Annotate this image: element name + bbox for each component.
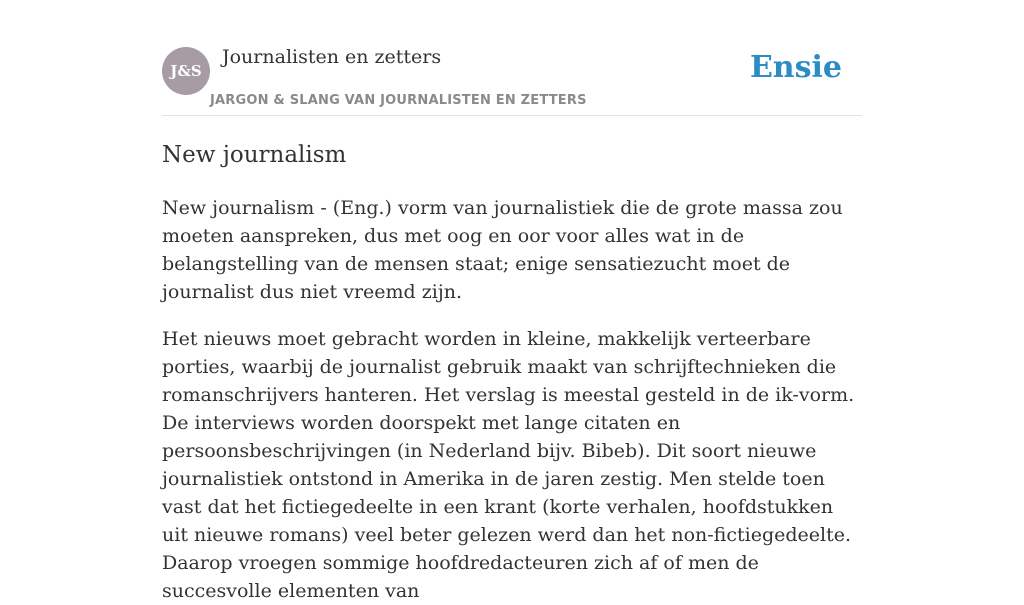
dictionary-title-link[interactable]: Journalisten en zetters: [222, 46, 442, 68]
dictionary-subtitle: JARGON & SLANG VAN JOURNALISTEN EN ZETTERS: [210, 93, 587, 108]
entry-title: New journalism: [162, 142, 347, 168]
ensie-logo[interactable]: Ensie: [749, 50, 842, 85]
dictionary-header: [162, 0, 862, 116]
dictionary-avatar[interactable]: J&S: [162, 47, 210, 95]
entry-paragraph-1: New journalism - (Eng.) vorm van journalistiek die de grote massa zou moeten aanspreken, dus met oog en oor voor alles wat in de belangstelling van de mensen staat; enige sensatiezucht moet de journalist dus niet vreemd zijn.: [162, 197, 843, 303]
content-container: [162, 0, 862, 605]
entry-paragraph-2: Het nieuws moet gebracht worden in kleine, makkelijk verteerbare porties, waarbij de journalist gebruik maakt van schrijftechnieken die romanschrijvers hanteren. Het verslag is meestal gesteld in de ik-vorm. De interviews worden doorspekt met lange citaten en persoonsbeschrijvingen (in Nederland bijv. Bibeb). Dit soort nieuwe journalistiek ontstond in Amerika in de jaren zestig. Men stelde toen vast dat het fictiegedeelte in een krant (korte verhalen, hoofdstukken uit nieuwe romans) veel beter gelezen werd dan het non-fictiegedeelte. Daarop vroegen sommige hoofdredacteuren zich af of men de succesvolle elementen van: [162, 328, 855, 602]
